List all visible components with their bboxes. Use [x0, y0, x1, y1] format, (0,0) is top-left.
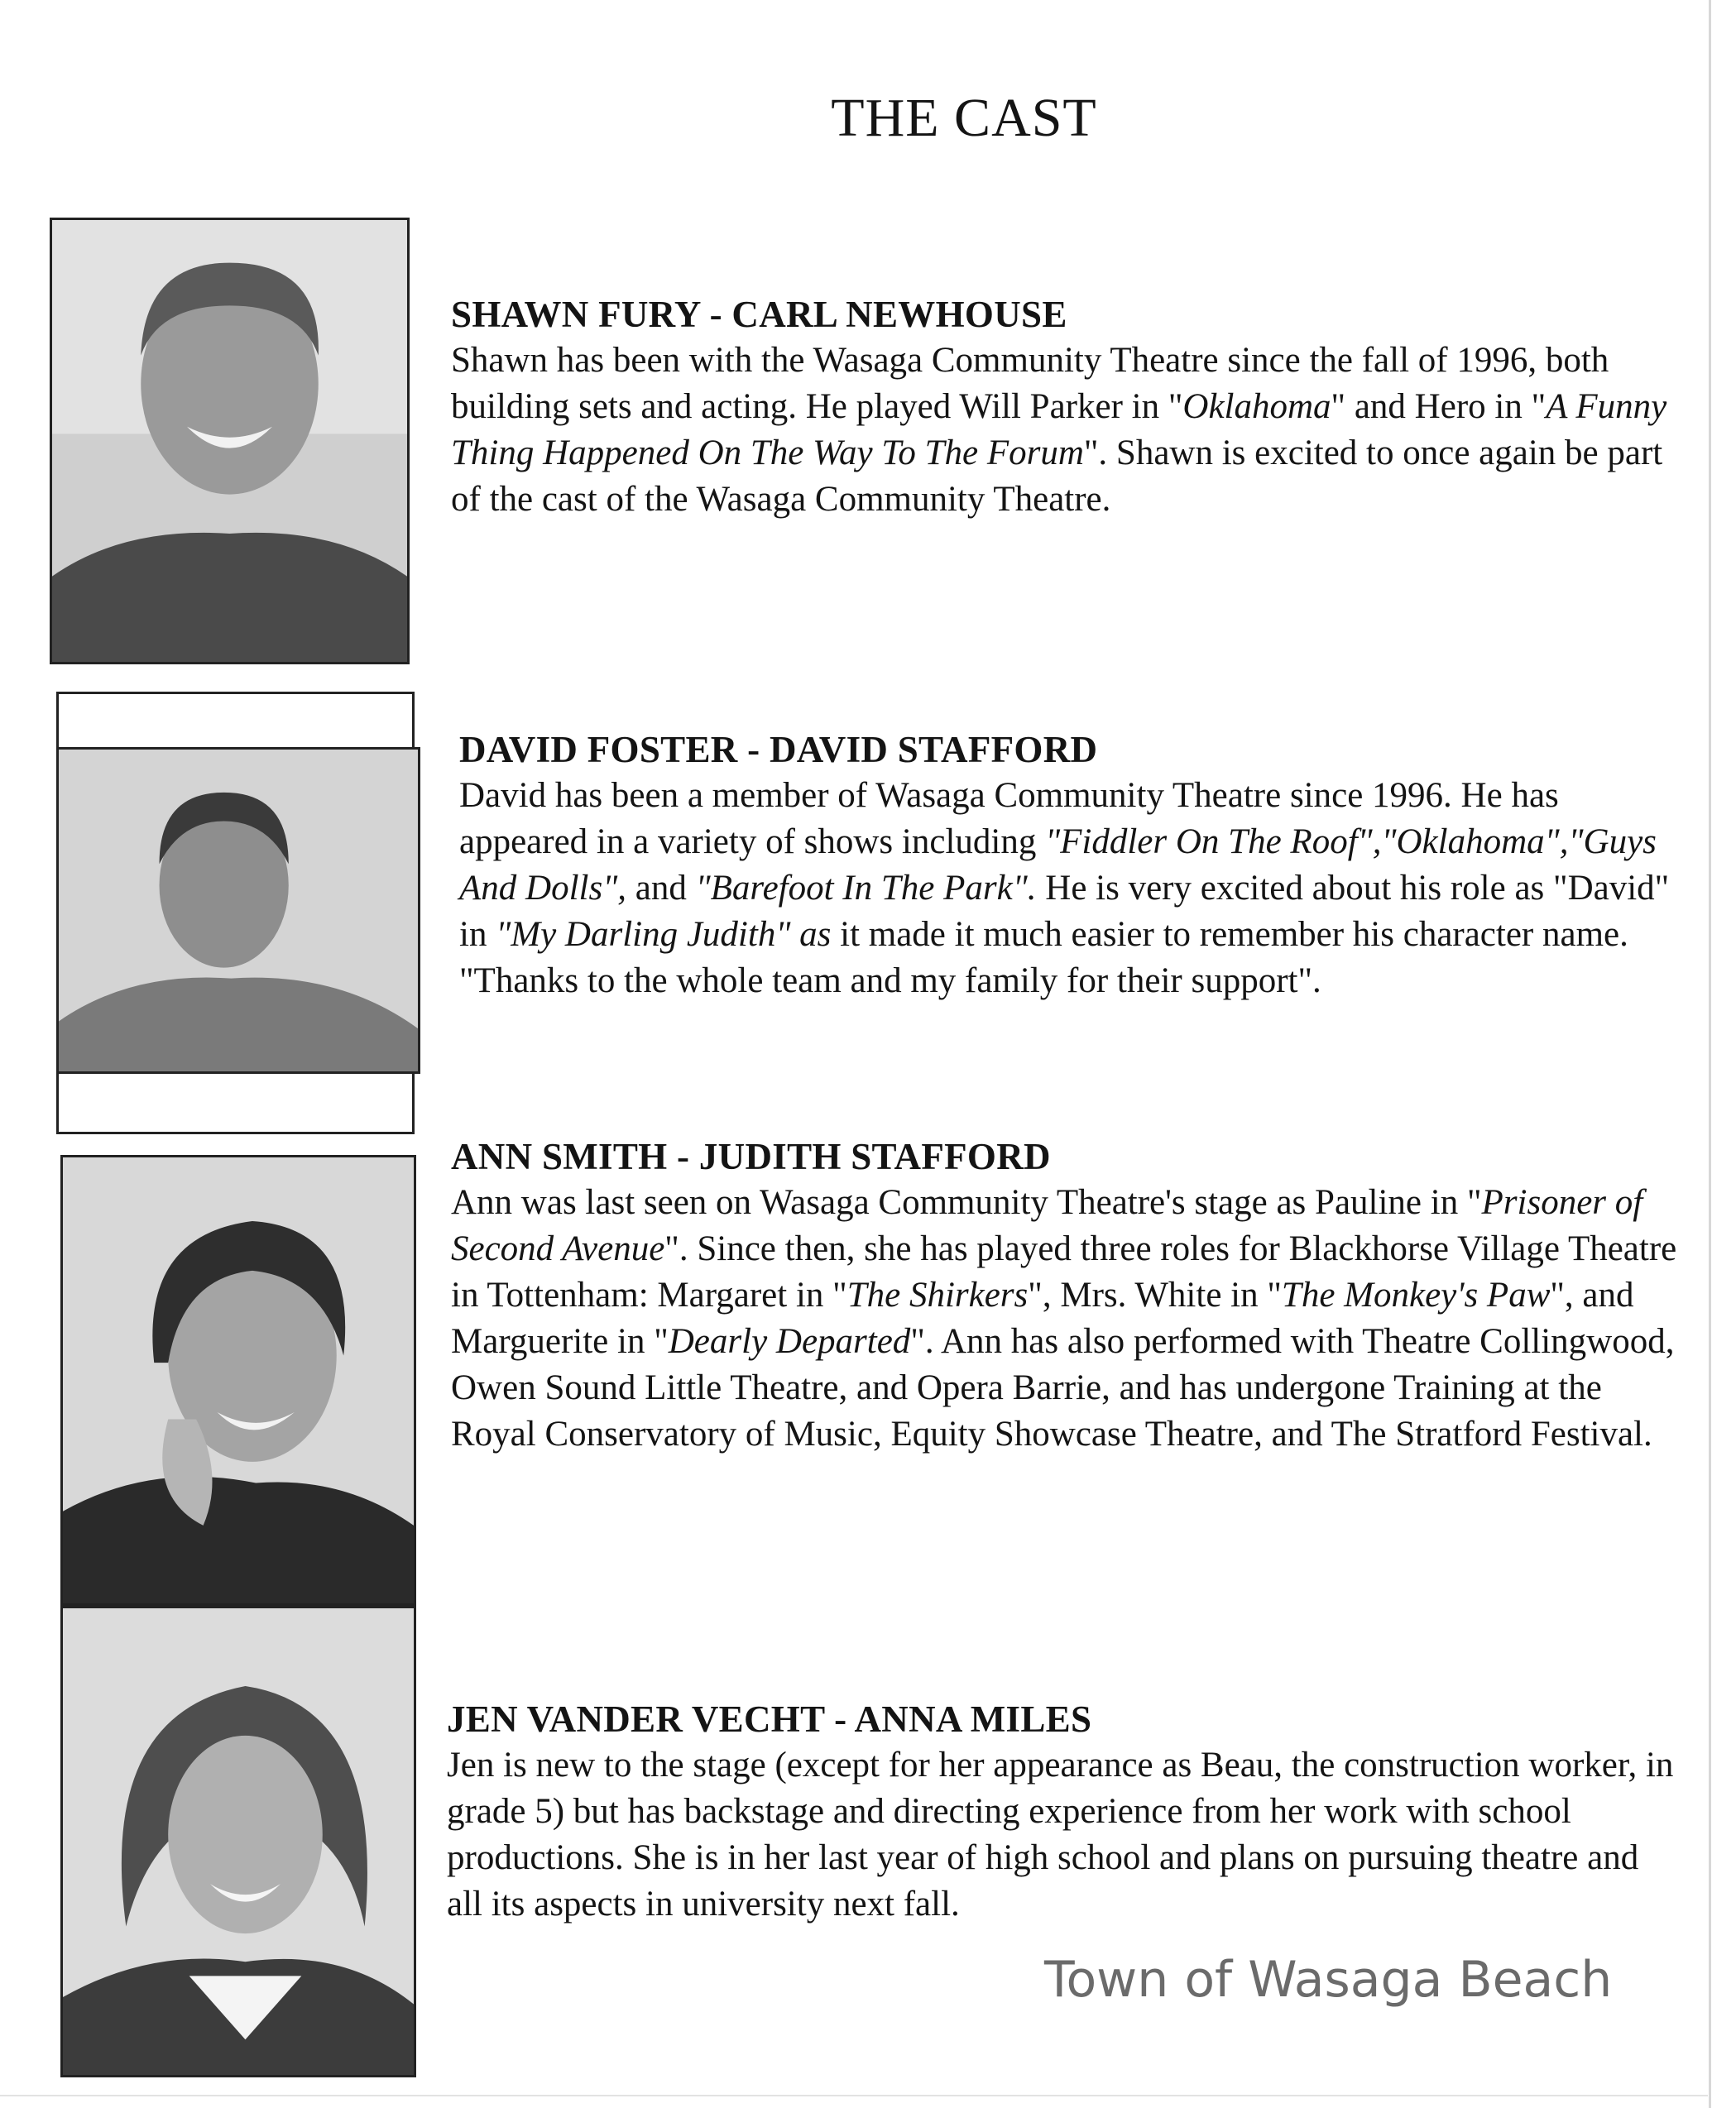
bio-text-run: ". Since then, she has played three roles for Blackhorse Village Theatre in Tottenham: Margaret in " — [451, 1229, 1677, 1315]
cast-name: ANN SMITH - JUDITH STAFFORD — [451, 1136, 1051, 1177]
portrait-photo-icon — [63, 1608, 414, 2075]
bio-text-run: ". Ann has also performed with Theatre Collingwood, Owen Sound Little Theatre, and Opera Barrie, and has undergone Training at the Royal Conservatory of Music, Equity Showcase Theatre, and The Stratford Festival. — [451, 1322, 1675, 1454]
bio-italic-run: "Fiddler On The Roof","Oklahoma","Guys And Dolls", — [459, 822, 1657, 908]
cast-bio-shawn — [451, 291, 1684, 523]
bio-text-run: and — [626, 869, 696, 908]
portrait-photo-icon — [59, 750, 418, 1071]
bio-text-run: ". Shawn is excited to once again be part of the cast of the Wasaga Community Theatre. — [451, 434, 1663, 519]
cast-bio-jen — [447, 1696, 1680, 1928]
cast-photo-david — [56, 747, 420, 1074]
cast-bio-ann — [451, 1133, 1684, 1458]
cast-bio-david — [459, 726, 1692, 1004]
bio-italic-run: "Barefoot In The Park". — [695, 869, 1037, 908]
page-title: THE CAST — [831, 88, 1097, 148]
bio-italic-run: Oklahoma — [1182, 387, 1331, 426]
cast-bio-text — [459, 776, 1669, 1000]
bio-text-run: He is very excited about his role as "David" in — [459, 869, 1670, 954]
portrait-photo-icon — [52, 220, 407, 662]
cast-bio-text — [447, 1746, 1673, 1924]
bio-italic-run: A Funny Thing Happened On The Way To The Forum — [451, 387, 1667, 472]
page-edge — [1709, 0, 1711, 2108]
cast-name: DAVID FOSTER - DAVID STAFFORD — [459, 729, 1098, 770]
cast-bio-text — [451, 1183, 1676, 1454]
bio-text-run: it made it much easier to remember his character name. "Thanks to the whole team and my family for their support". — [459, 915, 1628, 1000]
cast-name: JEN VANDER VECHT - ANNA MILES — [447, 1698, 1092, 1740]
bio-italic-run: Dearly Departed — [668, 1322, 911, 1361]
bio-text-run: David has been a member of Wasaga Community Theatre since 1996. He has appeared in a variety of shows including — [459, 776, 1559, 861]
bio-italic-run: "My Darling Judith" as — [496, 915, 832, 954]
bio-text-run: Jen is new to the stage (except for her appearance as Beau, the construction worker, in grade 5) but has backstage and directing experience from her work with school productions. She is in her last year of high school and plans on pursuing theatre and all its aspects in university next fall. — [447, 1746, 1674, 1924]
bio-text-run: " and Hero in " — [1331, 387, 1547, 426]
bio-italic-run: Prisoner of Second Avenue — [451, 1183, 1643, 1268]
bio-text-run: ", and Marguerite in " — [451, 1276, 1634, 1361]
cast-photo-shawn — [50, 218, 410, 664]
cast-name: SHAWN FURY - CARL NEWHOUSE — [451, 294, 1067, 335]
cast-bio-text — [451, 341, 1666, 519]
cast-photo-jen — [60, 1606, 416, 2077]
page-bottom-edge — [0, 2095, 1708, 2096]
bio-italic-run: The Monkey's Paw — [1281, 1276, 1551, 1315]
bio-italic-run: The Shirkers — [846, 1276, 1029, 1315]
bio-text-run: ", Mrs. White in " — [1028, 1276, 1282, 1315]
bio-text-run: Ann was last seen on Wasaga Community Theatre's stage as Pauline in " — [451, 1183, 1482, 1222]
portrait-photo-icon — [63, 1157, 414, 1603]
watermark: Town of Wasaga Beach — [1044, 1951, 1613, 2009]
cast-photo-ann — [60, 1155, 416, 1606]
bio-text-run: Shawn has been with the Wasaga Community Theatre since the fall of 1996, both building sets and acting. He played Will Parker in " — [451, 341, 1609, 426]
